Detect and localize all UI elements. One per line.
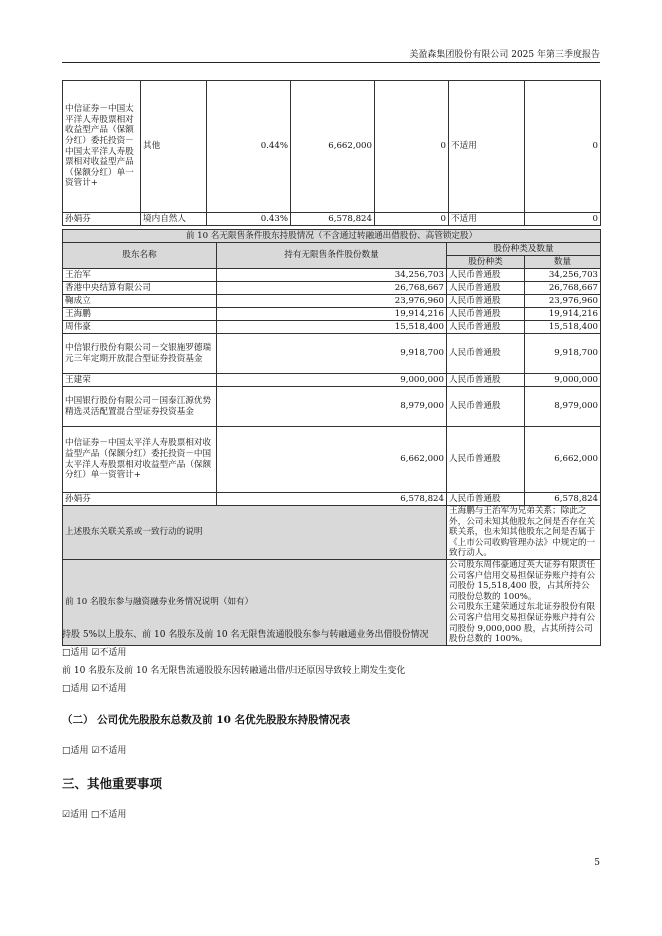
relation-row <box>63 506 601 560</box>
page-number: 5 <box>594 858 600 868</box>
pledge-status: 不适用 <box>449 81 525 213</box>
share-type: 人民币普通股 <box>447 321 525 334</box>
share-count: 23,976,960 <box>525 295 601 308</box>
holding-ratio: 0.43% <box>207 213 291 226</box>
unrestricted-shares: 6,662,000 <box>217 427 447 493</box>
table-row <box>63 321 601 334</box>
shareholder-name: 中信证券－中国太平洋人寿股票相对收益型产品（保额分红）委托投资－中国太平洋人寿股票相对收益型产品（保额分红）单一资管计+ <box>63 427 217 493</box>
col-header-group: 股份种类及数量 <box>447 243 601 256</box>
holding-shares: 6,578,824 <box>291 213 375 226</box>
shareholder-name: 王建荣 <box>63 374 217 387</box>
table-header-row <box>63 243 601 256</box>
unrestricted-shares: 6,578,824 <box>217 493 447 506</box>
lending-options: □适用 ☑不适用 <box>62 648 127 658</box>
share-count: 26,768,667 <box>525 282 601 295</box>
table-row <box>63 334 601 374</box>
margin-trading-description <box>447 559 601 645</box>
table-row <box>63 374 601 387</box>
section-title: 前 10 名无限售条件股东持股情况（不含通过转融通出借股份、高管锁定股） <box>63 230 601 243</box>
header-divider <box>62 62 600 63</box>
restricted-shares: 0 <box>375 81 449 213</box>
table-row <box>63 493 601 506</box>
table-row <box>63 387 601 427</box>
col-header-type: 股份种类 <box>447 256 525 269</box>
share-type: 人民币普通股 <box>447 493 525 506</box>
margin-trading-label: 前 10 名股东参与融资融券业务情况说明（如有） <box>63 559 447 645</box>
table-row <box>63 427 601 493</box>
preferred-shares-options: □适用 ☑不适用 <box>62 746 127 756</box>
shareholder-name: 鞠成立 <box>63 295 217 308</box>
share-count: 6,662,000 <box>525 427 601 493</box>
share-type: 人民币普通股 <box>447 334 525 374</box>
unrestricted-shares: 26,768,667 <box>217 282 447 295</box>
shareholder-name: 王海鹏 <box>63 308 217 321</box>
restricted-shares: 0 <box>375 213 449 226</box>
preferred-shares-heading: （二） 公司优先股股东总数及前 10 名优先股股东持股情况表 <box>62 714 351 726</box>
share-type: 人民币普通股 <box>447 427 525 493</box>
table-row <box>63 295 601 308</box>
unrestricted-shares: 9,000,000 <box>217 374 447 387</box>
holding-shares: 6,662,000 <box>291 81 375 213</box>
shareholder-name: 孙娟芬 <box>63 493 217 506</box>
top10-unrestricted-table <box>62 229 601 646</box>
shareholder-name: 周伟豪 <box>63 321 217 334</box>
other-matters-heading: 三、其他重要事项 <box>62 776 163 791</box>
unrestricted-shares: 23,976,960 <box>217 295 447 308</box>
holding-ratio: 0.44% <box>207 81 291 213</box>
shareholder-name: 香港中央结算有限公司 <box>63 282 217 295</box>
share-count: 19,914,216 <box>525 308 601 321</box>
share-type: 人民币普通股 <box>447 387 525 427</box>
report-header-title: 美盈森集团股份有限公司 2025 年第三季度报告 <box>409 50 600 60</box>
col-header-count: 数量 <box>525 256 601 269</box>
shareholder-nature: 境内自然人 <box>141 213 207 226</box>
table-row <box>63 282 601 295</box>
share-type: 人民币普通股 <box>447 282 525 295</box>
unrestricted-shares: 15,518,400 <box>217 321 447 334</box>
shareholder-name: 中国银行股份有限公司－国泰江源优势精选灵活配置混合型证券投资基金 <box>63 387 217 427</box>
lending-change-options: □适用 ☑不适用 <box>62 684 127 694</box>
shareholder-name: 中信证券－中国太平洋人寿股票相对收益型产品（保额分红）委托投资－中国太平洋人寿股票相对收益型产品（保额分红）单一资管计+ <box>63 81 141 213</box>
pledge-count: 0 <box>525 81 601 213</box>
pledge-count: 0 <box>525 213 601 226</box>
unrestricted-shares: 34,256,703 <box>217 269 447 282</box>
pledge-status: 不适用 <box>449 213 525 226</box>
col-header-name: 股东名称 <box>63 243 217 269</box>
table-section-title-row <box>63 230 601 243</box>
lending-change-title: 前 10 名股东及前 10 名无限售流通股股东因转融通出借/归还原因导致较上期发生变化 <box>62 666 406 676</box>
relation-description: 王海鹏与王治军为兄弟关系；除此之外，公司未知其他股东之间是否存在关联关系，也未知其他股东之间是否属于《上市公司收购管理办法》中规定的一致行动人。 <box>447 506 601 560</box>
table-row <box>63 213 601 226</box>
share-type: 人民币普通股 <box>447 269 525 282</box>
margin-trading-text-2: 公司股东王建荣通过东北证券股份有限公司客户信用交易担保证券账户持有公司股份 9,000,000 股，占其所持公司股份总数的 100%。 <box>449 602 596 645</box>
share-type: 人民币普通股 <box>447 374 525 387</box>
share-type: 人民币普通股 <box>447 308 525 321</box>
table-row <box>63 269 601 282</box>
table-row <box>63 308 601 321</box>
shareholder-name: 中信银行股份有限公司－交银施罗德瑞元三年定期开放混合型证券投资基金 <box>63 334 217 374</box>
relation-label: 上述股东关联关系或一致行动的说明 <box>63 506 447 560</box>
share-count: 34,256,703 <box>525 269 601 282</box>
share-count: 6,578,824 <box>525 493 601 506</box>
top-shareholders-table-continued <box>62 80 601 226</box>
margin-trading-text-1: 公司股东周伟豪通过英大证券有限责任公司客户信用交易担保证券账户持有公司股份 15,518,400 股，占其所持公司股份总数的 100%。 <box>449 559 596 602</box>
share-count: 9,918,700 <box>525 334 601 374</box>
table-row <box>63 81 601 213</box>
other-matters-options: ☑适用 □不适用 <box>62 810 127 820</box>
col-header-shares: 持有无限售条件股份数量 <box>217 243 447 269</box>
share-count: 8,979,000 <box>525 387 601 427</box>
shareholder-name: 孙娟芬 <box>63 213 141 226</box>
unrestricted-shares: 8,979,000 <box>217 387 447 427</box>
shareholder-name: 王治军 <box>63 269 217 282</box>
share-count: 15,518,400 <box>525 321 601 334</box>
share-count: 9,000,000 <box>525 374 601 387</box>
shareholder-nature: 其他 <box>141 81 207 213</box>
lending-section-title: 持股 5%以上股东、前 10 名股东及前 10 名无限售流通股股东参与转融通业务出借股份情况 <box>62 630 429 640</box>
unrestricted-shares: 19,914,216 <box>217 308 447 321</box>
unrestricted-shares: 9,918,700 <box>217 334 447 374</box>
share-type: 人民币普通股 <box>447 295 525 308</box>
